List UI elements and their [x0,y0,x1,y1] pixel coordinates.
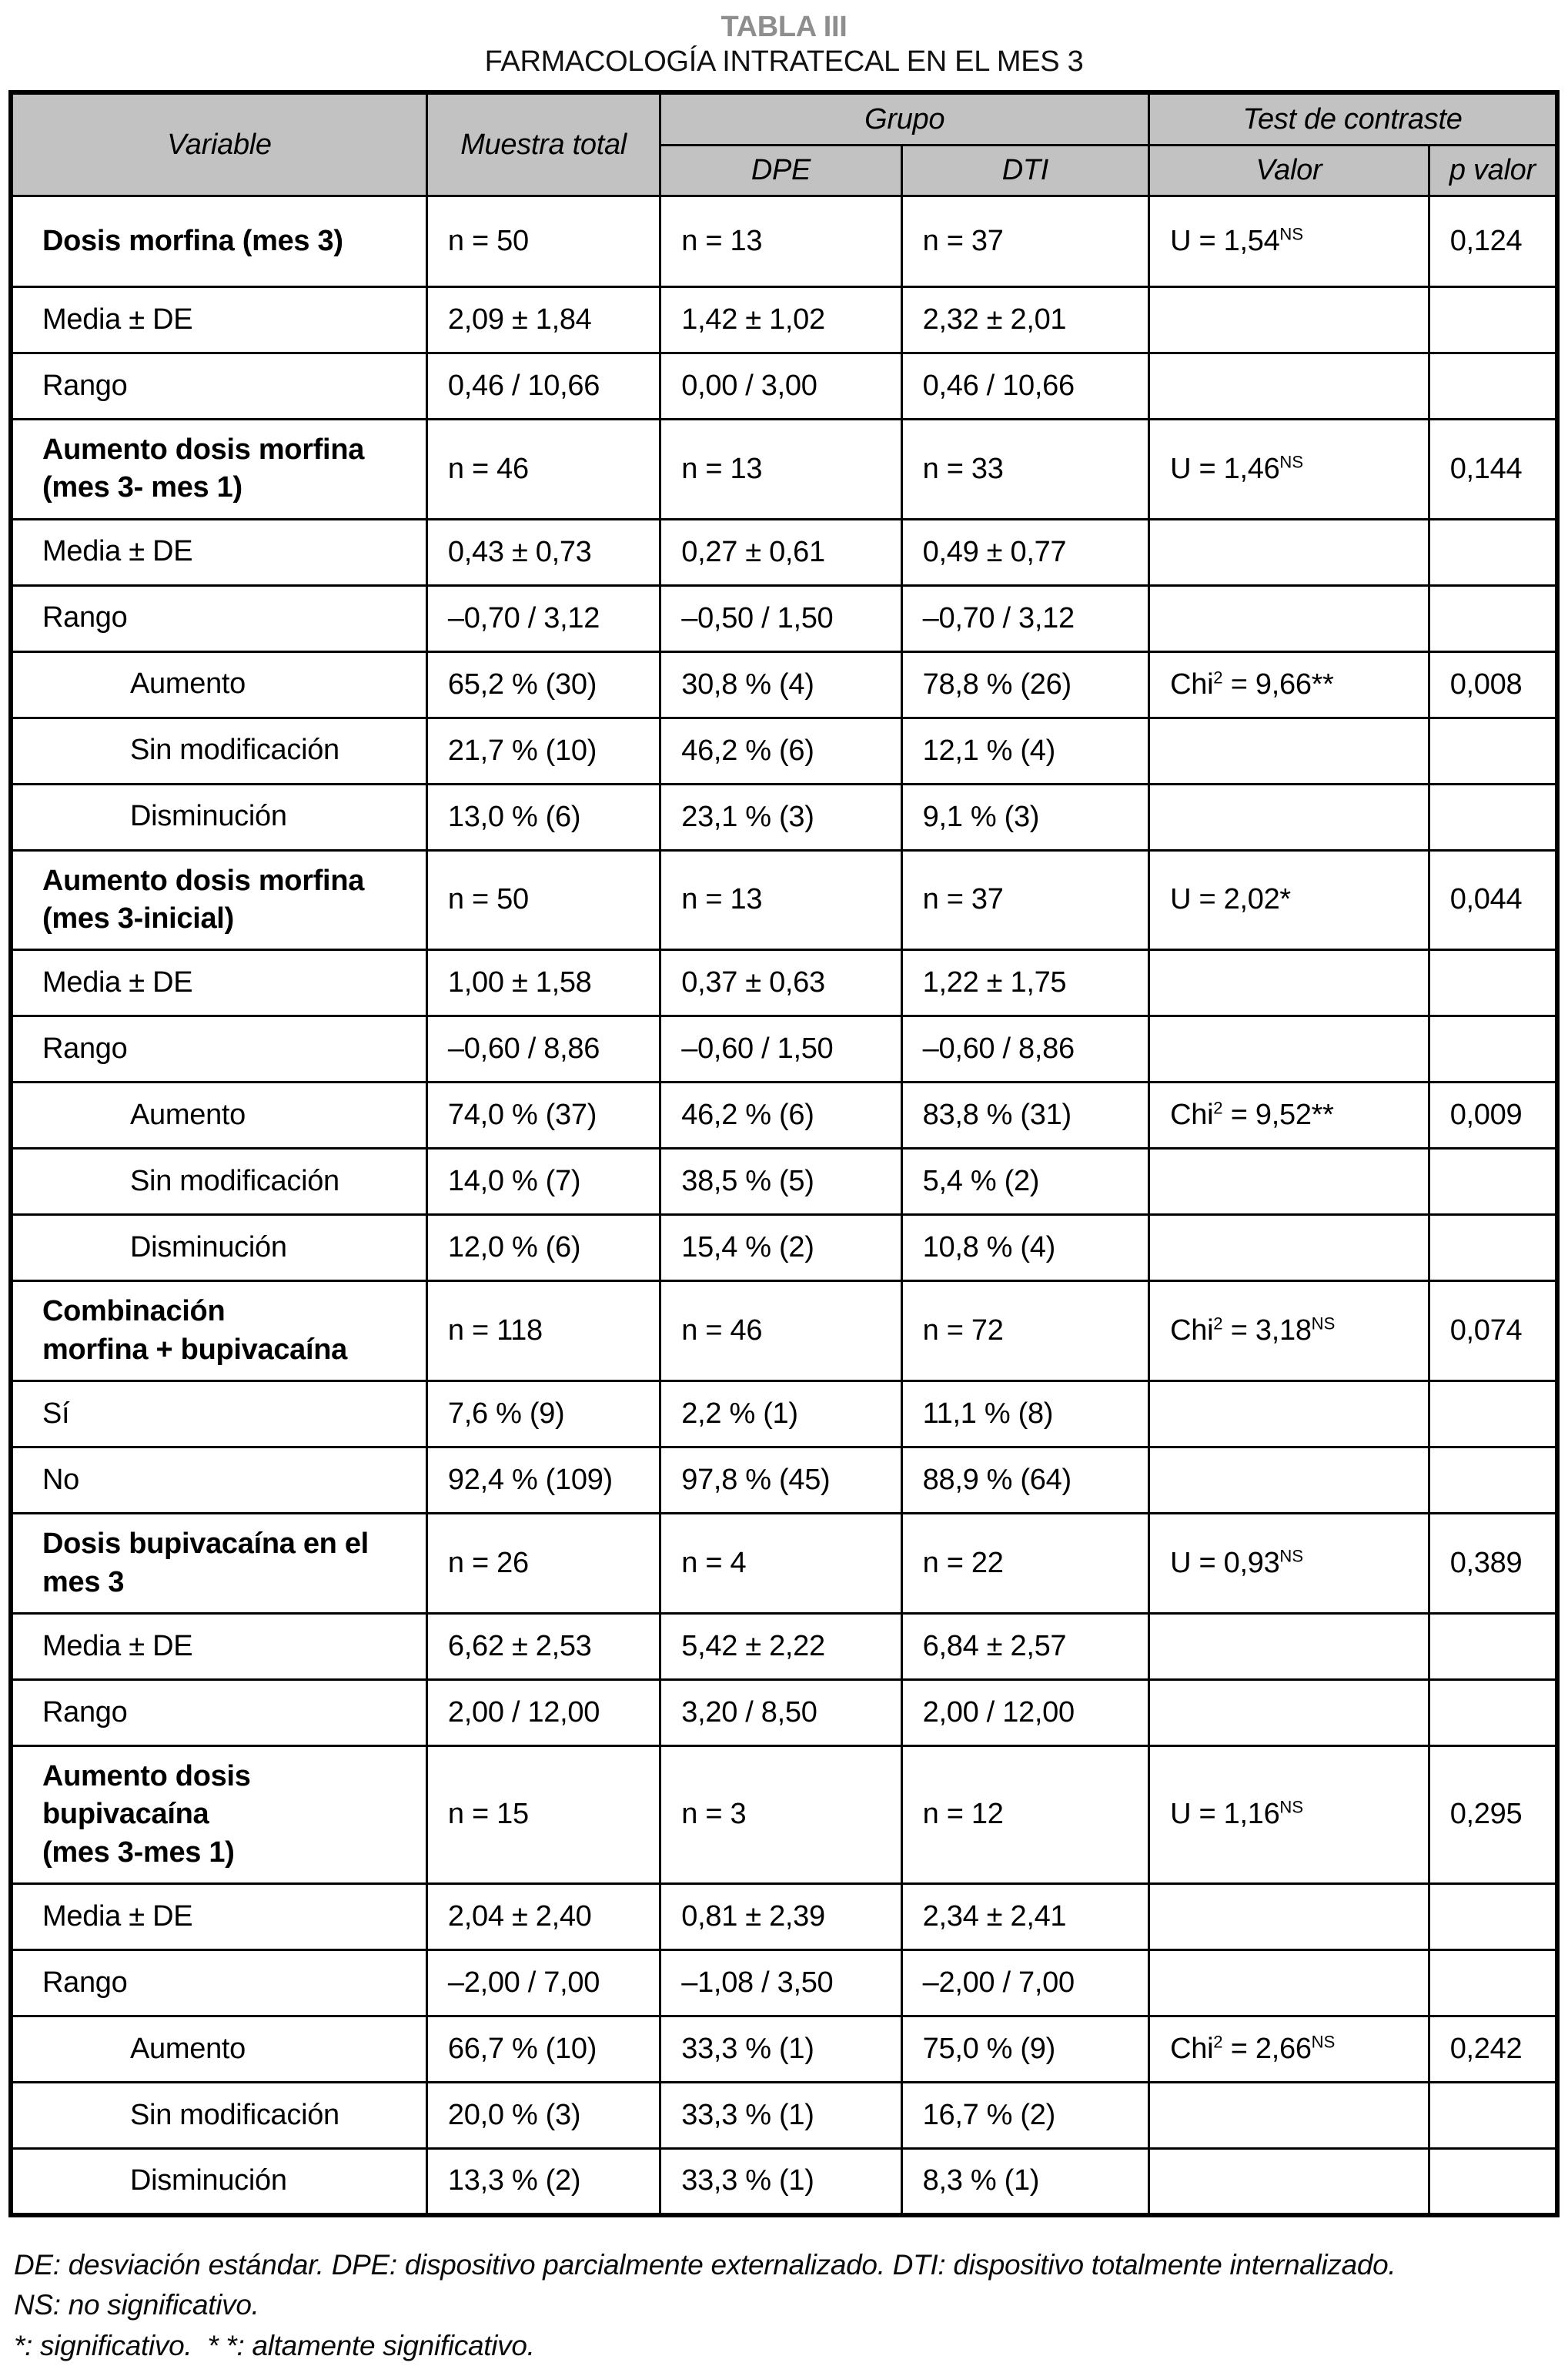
cell-dti: n = 72 [901,1281,1148,1381]
table-row [11,2016,1557,2083]
cell-variable: Aumento dosis bupivacaína (mes 3-mes 1) [11,1745,426,1883]
cell-dpe: 46,2 % (6) [660,718,901,784]
cell-dti: 16,7 % (2) [901,2083,1148,2149]
cell-test-valor [1149,784,1429,850]
footnotes [14,2245,1554,2366]
cell-muestra-total: 1,00 ± 1,58 [426,950,660,1016]
cell-p-valor [1429,784,1557,850]
cell-test-valor [1149,286,1429,353]
cell-muestra-total: 13,0 % (6) [426,784,660,850]
header-p-valor: p valor [1429,145,1557,196]
cell-p-valor [1429,1950,1557,2016]
cell-p-valor [1429,353,1557,419]
cell-variable: Rango [11,1016,426,1083]
table-number-title: TABLA III [720,11,848,43]
cell-dti: 88,9 % (64) [901,1447,1148,1514]
cell-muestra-total: 13,3 % (2) [426,2149,660,2215]
table-row [11,1950,1557,2016]
cell-muestra-total: 12,0 % (6) [426,1215,660,1281]
cell-variable: Disminución [11,1215,426,1281]
cell-dpe: –0,60 / 1,50 [660,1016,901,1083]
cell-p-valor: 0,242 [1429,2016,1557,2083]
cell-muestra-total: 65,2 % (30) [426,651,660,718]
cell-variable: Rango [11,1950,426,2016]
cell-dti: 2,00 / 12,00 [901,1679,1148,1745]
cell-dpe: 97,8 % (45) [660,1447,901,1514]
table-row [11,1447,1557,1514]
cell-dpe: 33,3 % (1) [660,2083,901,2149]
cell-variable: Combinación morfina + bupivacaína [11,1281,426,1381]
cell-dpe: 0,81 ± 2,39 [660,1884,901,1950]
cell-test-valor [1149,1149,1429,1215]
cell-p-valor [1429,950,1557,1016]
cell-muestra-total: 6,62 ± 2,53 [426,1613,660,1679]
cell-muestra-total: 14,0 % (7) [426,1149,660,1215]
cell-muestra-total: –0,70 / 3,12 [426,585,660,651]
cell-p-valor: 0,009 [1429,1083,1557,1149]
header-grupo: Grupo [660,92,1149,145]
cell-test-valor [1149,1016,1429,1083]
cell-muestra-total: 2,00 / 12,00 [426,1679,660,1745]
cell-dti: 5,4 % (2) [901,1149,1148,1215]
cell-variable: Rango [11,1679,426,1745]
cell-test-valor: $U = 1,46^{NS}$ [1149,419,1429,519]
cell-muestra-total: –0,60 / 8,86 [426,1016,660,1083]
table-row [11,1149,1557,1215]
table-row [11,519,1557,585]
cell-dti: 1,22 ± 1,75 [901,950,1148,1016]
cell-test-valor: Chi$^2$ = 9,52** [1149,1083,1429,1149]
cell-variable: No [11,1447,426,1514]
pharmacology-table [8,90,1560,2217]
table-row [11,1016,1557,1083]
cell-variable: Rango [11,585,426,651]
cell-dti: 9,1 % (3) [901,784,1148,850]
table-row [11,1679,1557,1745]
cell-muestra-total: 0,43 ± 0,73 [426,519,660,585]
cell-test-valor [1149,2149,1429,2215]
cell-dti: 12,1 % (4) [901,718,1148,784]
cell-muestra-total: –2,00 / 7,00 [426,1950,660,2016]
cell-test-valor: $Chi^2 = 2,66^{NS}$ [1149,2016,1429,2083]
cell-p-valor: 0,008 [1429,651,1557,718]
table-row [11,2083,1557,2149]
table-header [11,92,1557,196]
cell-p-valor [1429,585,1557,651]
table-row [11,1884,1557,1950]
cell-variable: Media ± DE [11,950,426,1016]
table-row [11,1745,1557,1883]
cell-p-valor [1429,1149,1557,1215]
cell-muestra-total: 20,0 % (3) [426,2083,660,2149]
cell-dpe: 0,37 ± 0,63 [660,950,901,1016]
table-row [11,651,1557,718]
cell-muestra-total: 66,7 % (10) [426,2016,660,2083]
cell-p-valor [1429,1884,1557,1950]
cell-dti: 75,0 % (9) [901,2016,1148,2083]
cell-muestra-total: 21,7 % (10) [426,718,660,784]
table-row [11,419,1557,519]
table-row [11,353,1557,419]
cell-p-valor: 0,295 [1429,1745,1557,1883]
cell-dti: n = 12 [901,1745,1148,1883]
cell-variable: Sí [11,1381,426,1447]
cell-variable: Media ± DE [11,286,426,353]
table-row [11,196,1557,286]
cell-variable: Sin modificación [11,718,426,784]
cell-dpe: 46,2 % (6) [660,1083,901,1149]
table-row [11,286,1557,353]
cell-p-valor: 0,144 [1429,419,1557,519]
cell-p-valor: 0,389 [1429,1514,1557,1614]
cell-test-valor [1149,1215,1429,1281]
cell-p-valor [1429,519,1557,585]
cell-dpe: n = 13 [660,196,901,286]
cell-variable: Media ± DE [11,519,426,585]
cell-p-valor [1429,2149,1557,2215]
cell-dti: –2,00 / 7,00 [901,1950,1148,2016]
cell-dti: 2,34 ± 2,41 [901,1884,1148,1950]
cell-muestra-total: n = 46 [426,419,660,519]
cell-muestra-total: n = 50 [426,196,660,286]
table-row [11,1514,1557,1614]
cell-dpe: 33,3 % (1) [660,2016,901,2083]
cell-test-valor: $Chi^2 = 3,18^{NS}$ [1149,1281,1429,1381]
header-dti: DTI [901,145,1148,196]
cell-p-valor [1429,1613,1557,1679]
cell-p-valor [1429,2083,1557,2149]
cell-test-valor: U = 2,02* [1149,850,1429,950]
cell-p-valor [1429,286,1557,353]
cell-p-valor [1429,718,1557,784]
cell-dpe: 1,42 ± 1,02 [660,286,901,353]
table-row [11,2149,1557,2215]
cell-dpe: 5,42 ± 2,22 [660,1613,901,1679]
cell-dti: 6,84 ± 2,57 [901,1613,1148,1679]
cell-variable: Aumento [11,1083,426,1149]
cell-test-valor [1149,1884,1429,1950]
cell-dpe: 0,00 / 3,00 [660,353,901,419]
table-row [11,1381,1557,1447]
cell-variable: Dosis bupivacaína en el mes 3 [11,1514,426,1614]
cell-test-valor [1149,1613,1429,1679]
cell-muestra-total: n = 50 [426,850,660,950]
cell-muestra-total: 74,0 % (37) [426,1083,660,1149]
cell-dti: 11,1 % (8) [901,1381,1148,1447]
cell-variable: Media ± DE [11,1613,426,1679]
cell-dpe: n = 4 [660,1514,901,1614]
cell-dpe: –1,08 / 3,50 [660,1950,901,2016]
table-row [11,950,1557,1016]
cell-muestra-total: 92,4 % (109) [426,1447,660,1514]
cell-p-valor: 0,044 [1429,850,1557,950]
table-row [11,1083,1557,1149]
table-row [11,850,1557,950]
cell-p-valor [1429,1447,1557,1514]
cell-variable: Rango [11,353,426,419]
table-row [11,1215,1557,1281]
cell-dti: n = 22 [901,1514,1148,1614]
cell-dpe: 30,8 % (4) [660,651,901,718]
cell-dti: 0,49 ± 0,77 [901,519,1148,585]
cell-test-valor [1149,950,1429,1016]
cell-dpe: –0,50 / 1,50 [660,585,901,651]
cell-dti: –0,60 / 8,86 [901,1016,1148,1083]
cell-test-valor [1149,1679,1429,1745]
table-row [11,1613,1557,1679]
cell-dpe: n = 46 [660,1281,901,1381]
cell-muestra-total: n = 15 [426,1745,660,1883]
header-muestra-total: Muestra total [426,92,660,196]
cell-test-valor [1149,519,1429,585]
header-test-de-contraste: Test de contraste [1149,92,1557,145]
cell-test-valor [1149,353,1429,419]
cell-p-valor [1429,1016,1557,1083]
cell-dti: 8,3 % (1) [901,2149,1148,2215]
cell-variable: Disminución [11,784,426,850]
cell-variable: Aumento [11,651,426,718]
cell-p-valor [1429,1381,1557,1447]
cell-dti: n = 37 [901,850,1148,950]
cell-test-valor [1149,1447,1429,1514]
cell-test-valor: $U = 1,16^{NS}$ [1149,1745,1429,1883]
cell-dti: 78,8 % (26) [901,651,1148,718]
table-body [11,196,1557,2214]
cell-dpe: n = 3 [660,1745,901,1883]
cell-dpe: 38,5 % (5) [660,1149,901,1215]
cell-muestra-total: 7,6 % (9) [426,1381,660,1447]
cell-variable: Aumento [11,2016,426,2083]
cell-dpe: 23,1 % (3) [660,784,901,850]
footnote-ns: NS: no significativo. [14,2289,259,2321]
cell-muestra-total: n = 26 [426,1514,660,1614]
cell-test-valor: Chi$^2$ = 9,66** [1149,651,1429,718]
cell-dpe: 3,20 / 8,50 [660,1679,901,1745]
cell-test-valor [1149,718,1429,784]
cell-muestra-total: 0,46 / 10,66 [426,353,660,419]
cell-dti: 10,8 % (4) [901,1215,1148,1281]
cell-dti: 0,46 / 10,66 [901,353,1148,419]
cell-variable: Sin modificación [11,2083,426,2149]
title-block [0,11,1568,79]
cell-muestra-total: 2,09 ± 1,84 [426,286,660,353]
cell-variable: Dosis morfina (mes 3) [11,196,426,286]
cell-p-valor: 0,074 [1429,1281,1557,1381]
table-row [11,1281,1557,1381]
footnote-significance: *: significativo. * *: altamente significativo. [14,2329,535,2361]
cell-variable: Disminución [11,2149,426,2215]
cell-dti: –0,70 / 3,12 [901,585,1148,651]
table-row [11,718,1557,784]
cell-dpe: n = 13 [660,850,901,950]
header-variable: Variable [11,92,426,196]
cell-dpe: 0,27 ± 0,61 [660,519,901,585]
cell-test-valor: $U = 0,93^{NS}$ [1149,1514,1429,1614]
cell-test-valor [1149,2083,1429,2149]
table-row [11,585,1557,651]
cell-variable: Aumento dosis morfina (mes 3- mes 1) [11,419,426,519]
cell-p-valor: 0,124 [1429,196,1557,286]
cell-dpe: 2,2 % (1) [660,1381,901,1447]
cell-test-valor [1149,585,1429,651]
cell-test-valor: $U = 1,54^{NS}$ [1149,196,1429,286]
cell-variable: Aumento dosis morfina (mes 3-inicial) [11,850,426,950]
header-valor: Valor [1149,145,1429,196]
cell-dti: 83,8 % (31) [901,1083,1148,1149]
cell-test-valor [1149,1381,1429,1447]
cell-variable: Sin modificación [11,1149,426,1215]
cell-variable: Media ± DE [11,1884,426,1950]
cell-dti: n = 33 [901,419,1148,519]
cell-dpe: 33,3 % (1) [660,2149,901,2215]
cell-test-valor [1149,1950,1429,2016]
cell-p-valor [1429,1679,1557,1745]
cell-dti: 2,32 ± 2,01 [901,286,1148,353]
cell-p-valor [1429,1215,1557,1281]
footnote-abbreviations: DE: desviación estándar. DPE: dispositivo parcialmente externalizado. DTI: dispositivo totalmente internalizado. [14,2248,1396,2281]
cell-dpe: n = 13 [660,419,901,519]
header-dpe: DPE [660,145,901,196]
cell-dti: n = 37 [901,196,1148,286]
cell-muestra-total: n = 118 [426,1281,660,1381]
cell-muestra-total: 2,04 ± 2,40 [426,1884,660,1950]
table-subtitle: FARMACOLOGÍA INTRATECAL EN EL MES 3 [484,45,1084,78]
cell-dpe: 15,4 % (2) [660,1215,901,1281]
table-row [11,784,1557,850]
